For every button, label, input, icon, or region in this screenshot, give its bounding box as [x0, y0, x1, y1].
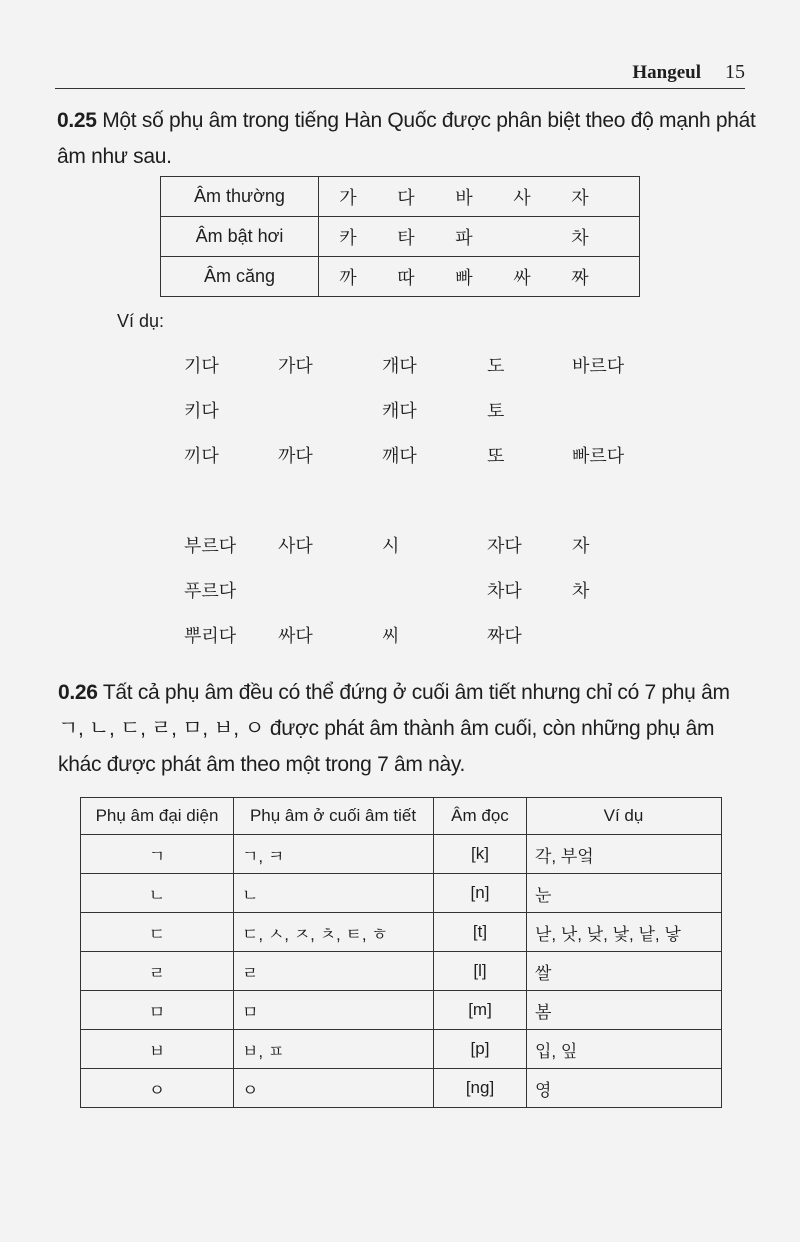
row-label: Âm căng	[161, 257, 319, 297]
example: 영	[527, 1069, 722, 1108]
table-row	[81, 913, 722, 952]
final-consonant-table	[80, 797, 722, 1108]
section-025-text	[57, 103, 757, 175]
example-word: 끼다	[184, 446, 219, 466]
syllable: 싸	[513, 267, 531, 288]
example-word: 시	[382, 536, 400, 556]
final-consonants: ㄱ, ㅋ	[234, 835, 434, 874]
example-word: 자다	[487, 536, 522, 556]
representative-consonant: ㄷ	[81, 913, 234, 952]
example-word: 기다	[184, 356, 219, 376]
example-word: 개다	[382, 356, 417, 376]
table-row	[81, 991, 722, 1030]
syllable: 따	[397, 267, 415, 288]
table-header-row	[81, 798, 722, 835]
example-word: 키다	[184, 401, 219, 421]
example-word: 차	[572, 581, 590, 601]
pronunciation: [k]	[434, 835, 527, 874]
representative-consonant: ㅇ	[81, 1069, 234, 1108]
example: 입, 잎	[527, 1030, 722, 1069]
syllable: 다	[397, 187, 415, 208]
example-word: 싸다	[278, 626, 313, 646]
syllable: 바	[455, 187, 473, 208]
table-row	[81, 952, 722, 991]
syllable: 차	[571, 227, 589, 248]
example-label: Ví dụ:	[117, 311, 165, 331]
syllable: 사	[513, 187, 531, 208]
example-word: 또	[487, 446, 505, 466]
syllable: 자	[571, 187, 589, 208]
example-word: 가다	[278, 356, 313, 376]
row-label: Âm bật hơi	[161, 217, 319, 257]
table-row	[81, 1030, 722, 1069]
example: 각, 부엌	[527, 835, 722, 874]
example-word: 캐다	[382, 401, 417, 421]
example-word: 부르다	[184, 536, 237, 556]
example-word: 도	[487, 356, 505, 376]
syllable: 파	[455, 227, 473, 248]
representative-consonant: ㄹ	[81, 952, 234, 991]
example-word: 깨다	[382, 446, 417, 466]
page-number: 15	[725, 61, 745, 83]
example: 봄	[527, 991, 722, 1030]
final-consonants: ㅂ, ㅍ	[234, 1030, 434, 1069]
pronunciation: [m]	[434, 991, 527, 1030]
example-word: 빠르다	[572, 446, 625, 466]
pronunciation: [ng]	[434, 1069, 527, 1108]
example-word: 까다	[278, 446, 313, 466]
example-word: 짜다	[487, 626, 522, 646]
consonant-strength-table	[160, 176, 640, 297]
table-row	[81, 1069, 722, 1108]
header-example: Ví dụ	[527, 798, 722, 835]
final-consonants: ㄷ, ㅅ, ㅈ, ㅊ, ㅌ, ㅎ	[234, 913, 434, 952]
representative-consonant: ㅂ	[81, 1030, 234, 1069]
pronunciation: [p]	[434, 1030, 527, 1069]
syllable: 까	[339, 267, 357, 288]
final-consonants: ㄹ	[234, 952, 434, 991]
pronunciation: [l]	[434, 952, 527, 991]
page-header	[55, 58, 745, 89]
final-consonants: ㅇ	[234, 1069, 434, 1108]
representative-consonant: ㄱ	[81, 835, 234, 874]
final-consonants: ㄴ	[234, 874, 434, 913]
example: 쌀	[527, 952, 722, 991]
example-word: 푸르다	[184, 581, 237, 601]
header-final: Phụ âm ở cuối âm tiết	[234, 798, 434, 835]
table-row	[161, 217, 640, 257]
example-word: 차다	[487, 581, 522, 601]
syllable: 가	[339, 187, 357, 208]
row-label: Âm thường	[161, 177, 319, 217]
table-row	[161, 257, 640, 297]
row-values	[319, 257, 640, 297]
table-row	[81, 835, 722, 874]
example-word: 뿌리다	[184, 626, 237, 646]
syllable: 타	[397, 227, 415, 248]
section-026-text	[58, 675, 758, 783]
syllable: 카	[339, 227, 357, 248]
running-title: Hangeul	[632, 62, 701, 83]
syllable: 빠	[455, 267, 473, 288]
example-word: 사다	[278, 536, 313, 556]
section-body: Một số phụ âm trong tiếng Hàn Quốc được phân biệt theo độ mạnh phát âm như sau.	[57, 109, 756, 168]
example-word: 토	[487, 401, 505, 421]
section-body: Tất cả phụ âm đều có thể đứng ở cuối âm tiết nhưng chỉ có 7 phụ âm ㄱ, ㄴ, ㄷ, ㄹ, ㅁ, ㅂ, ㅇ được phát âm thành âm cuối, còn những phụ âm khác được phát âm theo một trong 7 âm này.	[58, 681, 730, 776]
pronunciation: [t]	[434, 913, 527, 952]
example-word: 씨	[382, 626, 400, 646]
section-number: 0.25	[57, 109, 97, 132]
pronunciation: [n]	[434, 874, 527, 913]
syllable: 짜	[571, 267, 589, 288]
header-pronunciation: Âm đọc	[434, 798, 527, 835]
representative-consonant: ㅁ	[81, 991, 234, 1030]
table-row	[81, 874, 722, 913]
representative-consonant: ㄴ	[81, 874, 234, 913]
final-consonants: ㅁ	[234, 991, 434, 1030]
example: 낟, 낫, 낮, 낯, 낱, 낳	[527, 913, 722, 952]
table-row	[161, 177, 640, 217]
row-values	[319, 217, 640, 257]
example-word: 바르다	[572, 356, 625, 376]
example: 눈	[527, 874, 722, 913]
section-number: 0.26	[58, 681, 98, 704]
header-representative: Phụ âm đại diện	[81, 798, 234, 835]
row-values	[319, 177, 640, 217]
example-word: 자	[572, 536, 590, 556]
